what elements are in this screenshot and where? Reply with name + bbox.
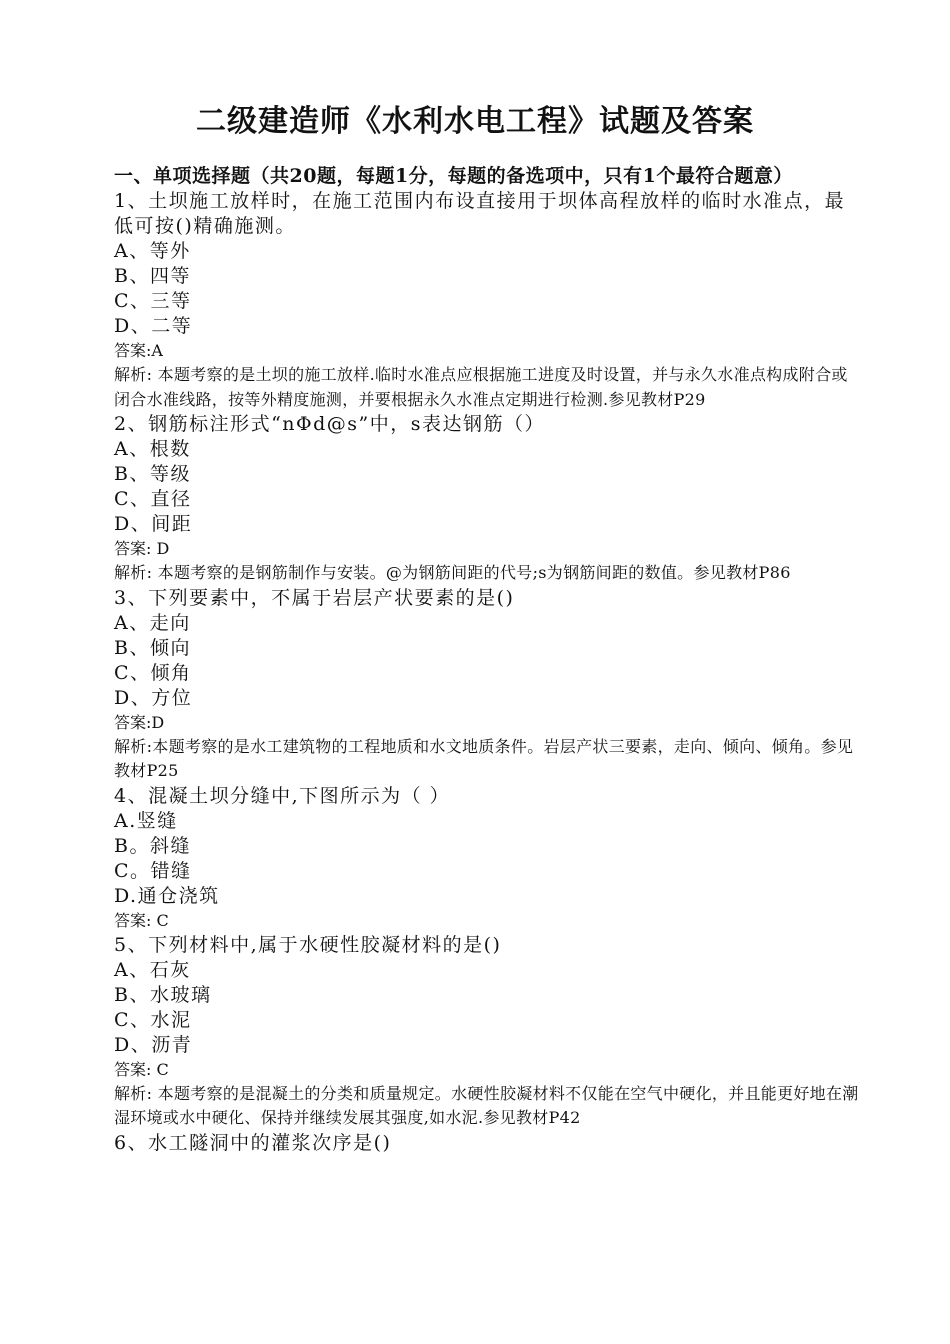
- option-b: B、等级: [114, 463, 191, 485]
- option-a: A.竖缝: [114, 809, 178, 832]
- question-block-5: [114, 933, 862, 1131]
- option-b: B、水玻璃: [114, 983, 212, 1006]
- option-c: C。错缝: [114, 859, 192, 882]
- option-b: B。斜缝: [114, 834, 191, 857]
- option-d: D、沥青: [114, 1033, 193, 1056]
- option-d: D.通仓浇筑: [114, 884, 220, 907]
- question-block-6: [114, 1131, 862, 1156]
- option-d: D、方位: [114, 686, 193, 709]
- question-text: 6、水工隧洞中的灌浆次序是(): [114, 1131, 392, 1154]
- explanation-text: 解析: 本题考察的是钢筋制作与安装。@为钢筋间距的代号;s为钢筋间距的数值。参见教材P86: [114, 563, 791, 582]
- option-c: C、水泥: [114, 1008, 192, 1031]
- answer-text: 答案: C: [114, 1059, 169, 1079]
- question-text: 1、土坝施工放样时，在施工范围内布设直接用于坝体高程放样的临时水准点，最低可按()精确施测。: [114, 190, 846, 237]
- document-title: 二级建造师《水利水电工程》试题及答案: [196, 104, 754, 139]
- question-text: 5、下列材料中,属于水硬性胶凝材料的是(): [114, 933, 502, 956]
- section-heading: 一、单项选择题（共20题，每题1分，每题的备选项中，只有1个最符合题意）: [114, 165, 793, 187]
- explanation-text: 解析: 本题考察的是土坝的施工放样.临时水准点应根据施工进度及时设置，并与永久水准点构成附合或闭合水准线路，按等外精度施测，并要根据永久水准点定期进行检测.参见教材P29: [114, 365, 848, 409]
- question-block-1: [114, 189, 862, 412]
- question-text: 2、钢筋标注形式“nΦd@s”中，s表达钢筋（）: [114, 413, 545, 435]
- option-a: A、石灰: [114, 958, 191, 981]
- answer-text: 答案:D: [114, 712, 165, 732]
- question-text: 3、下列要素中，不属于岩层产状要素的是(): [114, 586, 515, 609]
- option-b: B、四等: [114, 265, 191, 287]
- option-b: B、倾向: [114, 636, 191, 659]
- option-a: A、走向: [114, 611, 191, 634]
- question-block-4: [114, 784, 862, 933]
- option-c: C、倾角: [114, 661, 192, 684]
- option-c: C、三等: [114, 290, 192, 312]
- option-a: A、等外: [114, 240, 191, 262]
- option-d: D、间距: [114, 513, 193, 535]
- explanation-text: 解析:本题考察的是水工建筑物的工程地质和水文地质条件。岩层产状三要素，走向、倾向、倾角。参见教材P25: [114, 736, 854, 780]
- option-c: C、直径: [114, 488, 192, 510]
- answer-text: 答案: C: [114, 910, 169, 930]
- answer-text: 答案: D: [114, 539, 170, 558]
- question-block-2: [114, 412, 862, 586]
- question-text: 4、混凝土坝分缝中,下图所示为（ ）: [114, 784, 451, 807]
- option-d: D、二等: [114, 315, 193, 337]
- option-a: A、根数: [114, 438, 191, 460]
- explanation-text: 解析: 本题考察的是混凝土的分类和质量规定。水硬性胶凝材料不仅能在空气中硬化，并且能更好地在潮湿环境或水中硬化、保持并继续发展其强度,如水泥.参见教材P42: [114, 1083, 859, 1127]
- document-body: [114, 164, 862, 1156]
- answer-text: 答案:A: [114, 341, 163, 360]
- question-block-3: [114, 586, 862, 784]
